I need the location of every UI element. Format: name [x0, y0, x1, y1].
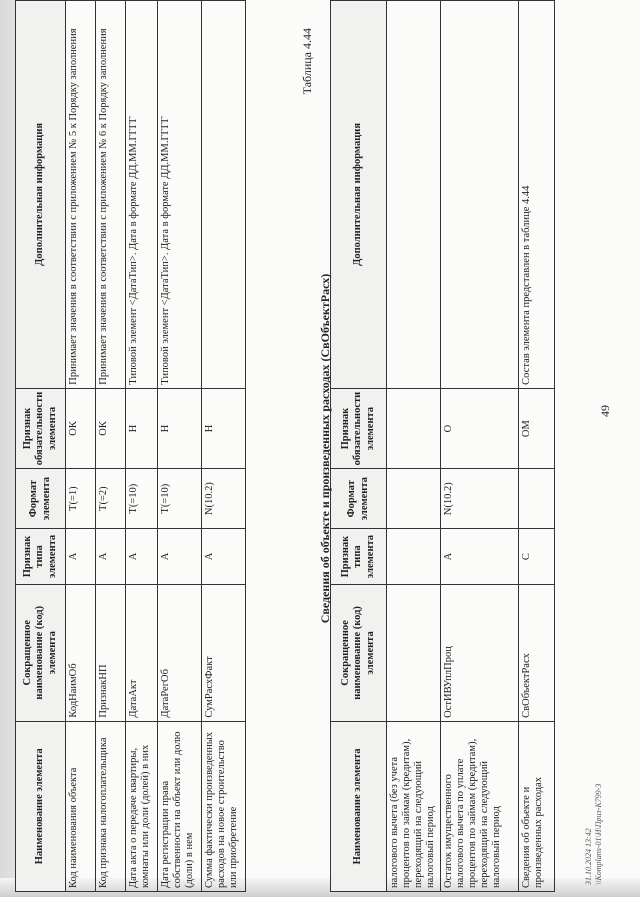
- cell-type: [387, 529, 441, 585]
- cell-short: ДатаРегОб: [158, 584, 202, 721]
- cell-short: СумРасхФакт: [202, 584, 246, 721]
- header-name: Наименование элемента: [331, 721, 387, 891]
- cell-format: N(10.2): [441, 469, 519, 529]
- header-required: Признак обязательности элемента: [16, 388, 66, 469]
- cell-name: Код наименования объекта: [66, 721, 96, 891]
- page-number: 49: [598, 405, 612, 417]
- cell-format: T(=10): [158, 469, 202, 529]
- header-type: Признак типа элемента: [16, 529, 66, 585]
- cell-short: [387, 585, 441, 722]
- header-short-code: Сокращенное наименование (код) элемента: [16, 584, 66, 721]
- cell-info: [387, 1, 441, 389]
- cell-type: С: [519, 529, 555, 585]
- header-format: Формат элемента: [16, 469, 66, 529]
- header-name: Наименование элемента: [16, 721, 66, 891]
- footer-line-2: \\Komplans-01\И\Приз-К799-3: [593, 783, 603, 885]
- cell-required: ОМ: [519, 388, 555, 469]
- table-row: [441, 1, 519, 892]
- table-row: [158, 1, 202, 892]
- cell-type: А: [202, 529, 246, 585]
- table-header-row: [331, 1, 387, 892]
- header-info: Дополнительная информация: [16, 1, 66, 389]
- cell-type: А: [66, 529, 96, 585]
- cell-type: А: [126, 529, 158, 585]
- cell-required: Н: [126, 388, 158, 469]
- cell-type: А: [441, 529, 519, 585]
- cell-short: ДатаАкт: [126, 584, 158, 721]
- cell-short: КодНаимОб: [66, 584, 96, 721]
- cell-info: Состав элемента представлен в таблице 4.44: [519, 1, 555, 389]
- cell-format: [387, 469, 441, 529]
- cell-required: Н: [202, 388, 246, 469]
- cell-format: T(=1): [66, 469, 96, 529]
- cell-name: Дата акта о передаче квартиры, комнаты или доли (долей) в них: [126, 721, 158, 891]
- cell-required: Н: [158, 388, 202, 469]
- cell-info: Принимает значения в соответствии с приложением № 5 к Порядку заполнения: [66, 1, 96, 389]
- header-required: Признак обязательности элемента: [331, 388, 387, 469]
- cell-info: Типовой элемент <ДатаТип>. Дата в формате ДД.ММ.ГГГГ: [126, 1, 158, 389]
- header-format: Формат элемента: [331, 469, 387, 529]
- table-caption: Таблица 4.44: [300, 28, 314, 95]
- header-info: Дополнительная информация: [331, 1, 387, 389]
- cell-name: Сумма фактически произведенных расходов на новое строительство или приобретение: [202, 721, 246, 891]
- cell-required: О: [441, 388, 519, 469]
- header-type: Признак типа элемента: [331, 529, 387, 585]
- object-expenses-table: [15, 0, 246, 892]
- table-row: [519, 1, 555, 892]
- cell-format: [519, 469, 555, 529]
- cell-name: Сведения об объекте и произведенных расходах: [519, 721, 555, 891]
- cell-required: ОК: [96, 388, 126, 469]
- cell-info: Типовой элемент <ДатаТип>. Дата в формате ДД.ММ.ГГГГ: [158, 1, 202, 389]
- cell-name: Остаток имущественного налогового вычета по уплате процентов по займам (кредитам), переходящий на следующий налоговый период: [441, 721, 519, 891]
- cell-name: Код признака налогоплательщика: [96, 721, 126, 891]
- cell-type: А: [158, 529, 202, 585]
- table-title: Сведения об объекте и произведенных расходах (СвОбъектРасх): [318, 273, 332, 624]
- cell-short: СвОбъектРасх: [519, 585, 555, 722]
- cell-type: А: [96, 529, 126, 585]
- cell-info: [202, 1, 246, 389]
- cell-format: N(10.2): [202, 469, 246, 529]
- table-row: [387, 1, 441, 892]
- table-row: [126, 1, 158, 892]
- table-header-row: [16, 1, 66, 892]
- table-row: [96, 1, 126, 892]
- footer-stamp: [584, 784, 603, 885]
- cell-required: [387, 388, 441, 469]
- cell-short: ОстИВУплПроц: [441, 585, 519, 722]
- cell-name: налогового вычета (без учета процентов по займам (кредитам), переходящий на следующий налоговый период: [387, 721, 441, 891]
- table-row: [202, 1, 246, 892]
- cell-info: Принимает значения в соответствии с приложением № 6 к Порядку заполнения: [96, 1, 126, 389]
- table-row: [66, 1, 96, 892]
- elements-table-continued: [330, 0, 555, 892]
- footer-line-1: 31.10.2024 13:42: [584, 828, 593, 885]
- cell-short: ПризнакНП: [96, 584, 126, 721]
- cell-format: T(=10): [126, 469, 158, 529]
- cell-required: ОК: [66, 388, 96, 469]
- cell-name: Дата регистрации права собственности на объект или долю (доли) в нем: [158, 721, 202, 891]
- header-short-code: Сокращенное наименование (код) элемента: [331, 585, 387, 722]
- cell-info: [441, 1, 519, 389]
- cell-format: T(=2): [96, 469, 126, 529]
